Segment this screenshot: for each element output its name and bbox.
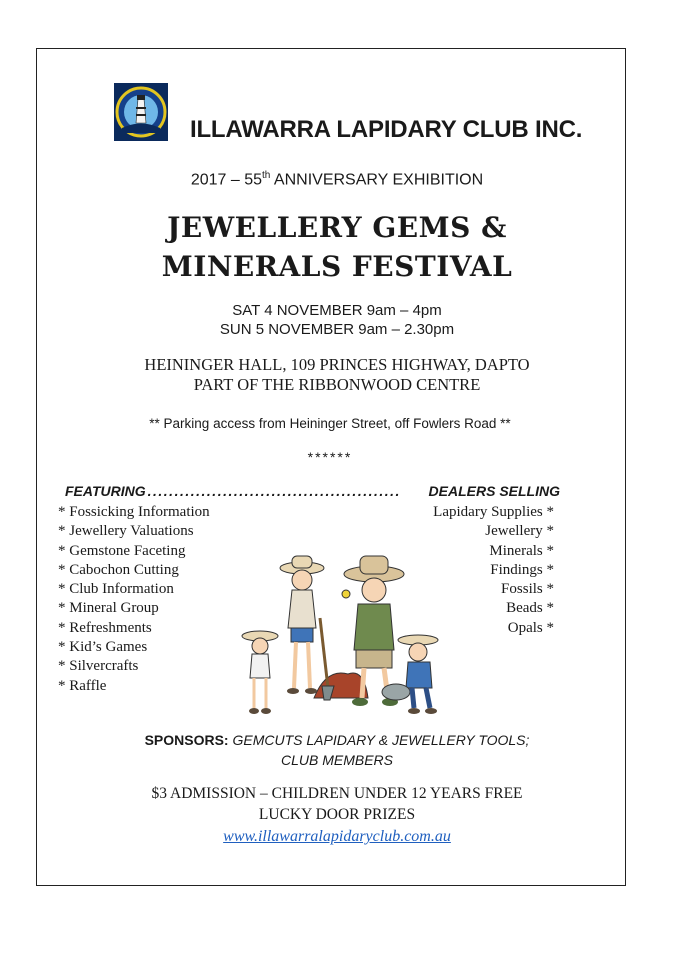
list-item: * Raffle <box>58 677 107 694</box>
parking-note: ** Parking access from Heininger Street, off Fowlers Road ** <box>149 416 511 431</box>
venue-centre: PART OF THE RIBBONWOOD CENTRE <box>193 375 481 394</box>
list-item: * Club Information <box>58 581 174 598</box>
featuring-list <box>58 503 210 696</box>
list-item: * Gemstone Faceting <box>58 542 186 559</box>
club-name: ILLAWARRA LAPIDARY CLUB INC. <box>190 116 583 143</box>
anniversary-suffix: th <box>262 170 271 181</box>
website-link[interactable]: www.illawarralapidaryclub.com.au <box>223 828 451 845</box>
sponsors-names: GEMCUTS LAPIDARY & JEWELLERY TOOLS; <box>228 732 530 748</box>
festival-title-line1: JEWELLERY GEMS & <box>167 211 507 244</box>
list-item: Beads * <box>506 600 554 617</box>
list-item: * Cabochon Cutting <box>58 561 179 578</box>
leader-dots: ............................................... <box>147 483 401 499</box>
list-item: Fossils * <box>501 581 554 598</box>
anniversary-text: ANNIVERSARY EXHIBITION <box>270 171 484 189</box>
sponsors-label: SPONSORS: <box>144 732 229 748</box>
date-sunday: SUN 5 NOVEMBER 9am – 2.30pm <box>219 321 455 338</box>
fossickers-family-illustration <box>236 548 446 720</box>
list-item: * Refreshments <box>58 619 152 636</box>
list-item: Lapidary Supplies * <box>433 504 554 520</box>
anniversary-line <box>0 170 674 189</box>
anniversary-year: 2017 – 55 <box>190 171 263 189</box>
sponsors-line <box>0 732 674 748</box>
list-item: Findings * <box>490 561 554 578</box>
festival-title-line2: MINERALS FESTIVAL <box>161 250 513 283</box>
list-item: * Jewellery Valuations <box>58 523 194 540</box>
lighthouse-emblem-icon <box>114 83 168 141</box>
list-item: * Mineral Group <box>58 600 159 617</box>
sponsors-line2: CLUB MEMBERS <box>280 752 394 768</box>
list-item: * Fossicking Information <box>58 504 210 520</box>
list-item: Opals * <box>507 619 554 636</box>
featuring-heading: FEATURING <box>65 483 146 499</box>
dealers-list <box>433 503 554 638</box>
date-saturday: SAT 4 NOVEMBER 9am – 4pm <box>232 302 442 319</box>
section-headings <box>65 483 560 499</box>
list-item: Jewellery * <box>485 523 554 540</box>
list-item: * Silvercrafts <box>58 658 139 675</box>
venue-address: HEININGER HALL, 109 PRINCES HIGHWAY, DAPTO <box>144 355 530 374</box>
list-item: * Kid’s Games <box>58 639 148 656</box>
club-logo <box>114 83 168 141</box>
admission-price: $3 ADMISSION – CHILDREN UNDER 12 YEARS FREE <box>151 785 523 802</box>
lucky-door-prizes: LUCKY DOOR PRIZES <box>258 806 416 823</box>
separator: ****** <box>307 449 353 465</box>
list-item: Minerals * <box>489 542 554 559</box>
dealers-heading: DEALERS SELLING <box>428 483 560 499</box>
